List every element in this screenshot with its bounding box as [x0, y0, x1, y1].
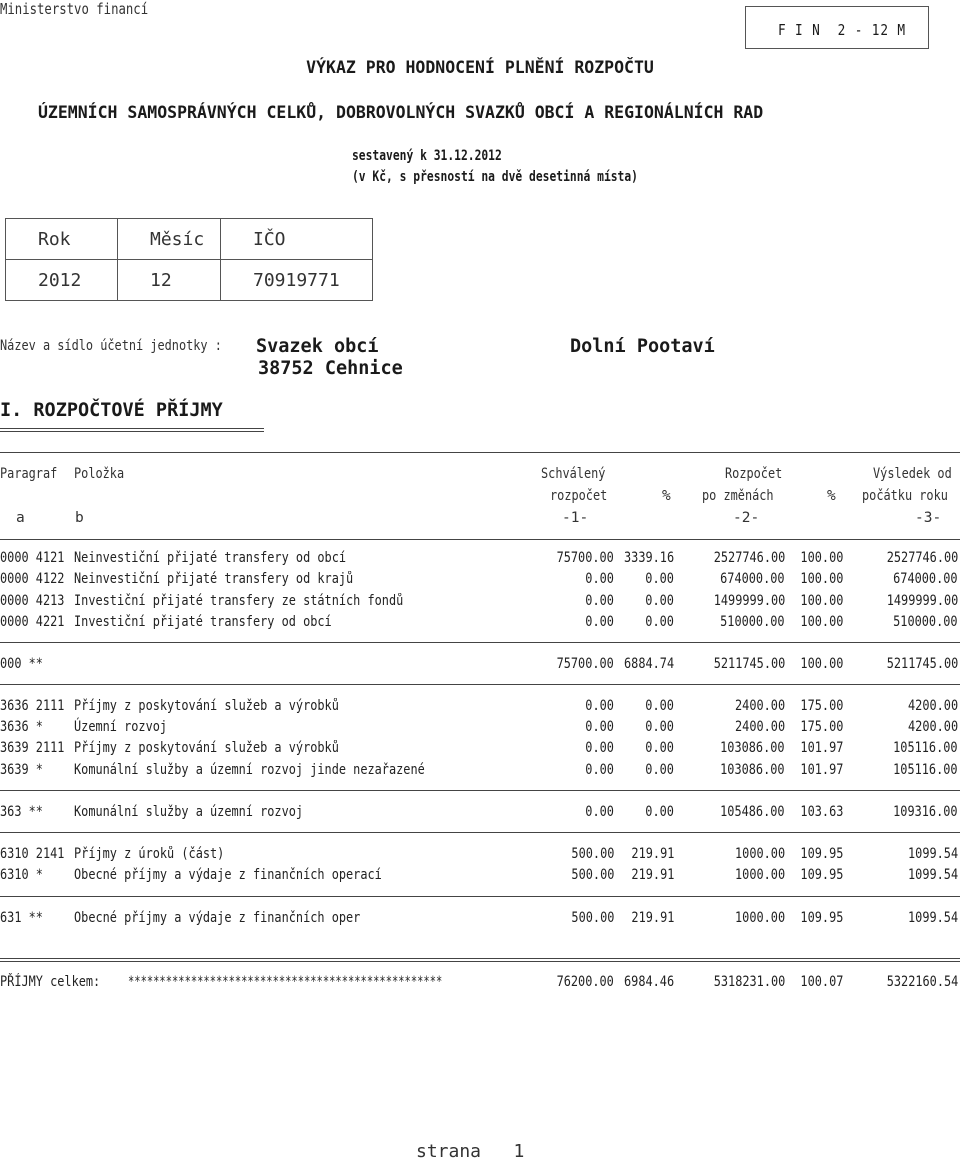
- total-rule-2: [0, 961, 960, 962]
- row-approved-budget: 0.00: [585, 698, 614, 714]
- row-description: Obecné příjmy a výdaje z finančních oper: [74, 910, 361, 926]
- group-rule: [0, 642, 960, 643]
- id-header-month: Měsíc: [118, 219, 221, 260]
- col-n1: -1-: [562, 510, 589, 526]
- row-code: 000 **: [0, 656, 43, 672]
- table-row: [0, 804, 960, 824]
- row-code: 3636 2111: [0, 698, 65, 714]
- row-adjusted-pct: 101.97: [800, 740, 843, 756]
- row-approved-pct: 0.00: [645, 593, 674, 609]
- row-approved-pct: 219.91: [631, 867, 674, 883]
- col-paragraf: Paragraf: [0, 466, 58, 482]
- row-approved-pct: 0.00: [645, 719, 674, 735]
- unit-label: Název a sídlo účetní jednotky :: [0, 338, 222, 354]
- row-adjusted-pct: 100.00: [800, 571, 843, 587]
- row-description: Komunální služby a územní rozvoj jinde nezařazené: [74, 762, 425, 778]
- row-result: 674000.00: [893, 571, 958, 587]
- table-row: [0, 614, 960, 634]
- col-pct-1: %: [662, 488, 671, 504]
- row-description: Územní rozvoj: [74, 719, 168, 735]
- group-rule: [0, 684, 960, 685]
- unit-name-1: Svazek obcí: [256, 336, 379, 357]
- id-value-year: 2012: [6, 260, 118, 301]
- row-approved-pct: 0.00: [645, 762, 674, 778]
- row-adjusted-budget: 2400.00: [734, 698, 785, 714]
- row-description: Investiční přijaté transfery od obcí: [74, 614, 332, 630]
- row-adjusted-budget: 105486.00: [720, 804, 785, 820]
- row-adjusted-pct: 175.00: [800, 698, 843, 714]
- table-row: [0, 719, 960, 739]
- row-adjusted-budget: 1000.00: [734, 910, 785, 926]
- row-adjusted-budget: 1000.00: [734, 846, 785, 862]
- row-result: 109316.00: [893, 804, 958, 820]
- total-v2: 5318231.00: [713, 974, 785, 990]
- form-code: F I N 2 - 12 M: [778, 21, 906, 39]
- row-result: 1099.54: [907, 910, 958, 926]
- col-b: b: [75, 510, 84, 526]
- total-v3: 5322160.54: [886, 974, 958, 990]
- row-result: 105116.00: [893, 740, 958, 756]
- row-description: Komunální služby a územní rozvoj: [74, 804, 304, 820]
- row-approved-budget: 500.00: [571, 910, 614, 926]
- col-polozka: Položka: [74, 466, 125, 482]
- row-code: 6310 *: [0, 867, 43, 883]
- total-label: PŘÍJMY celkem:: [0, 974, 101, 990]
- units-note: (v Kč, s přesností na dvě desetinná místa): [352, 169, 638, 185]
- row-approved-pct: 0.00: [645, 571, 674, 587]
- row-adjusted-budget: 674000.00: [720, 571, 785, 587]
- row-approved-budget: 0.00: [585, 740, 614, 756]
- row-code: 3639 2111: [0, 740, 65, 756]
- row-adjusted-budget: 510000.00: [720, 614, 785, 630]
- id-value-ico: 70919771: [221, 260, 373, 301]
- id-table: [5, 218, 373, 301]
- row-approved-budget: 0.00: [585, 762, 614, 778]
- row-adjusted-pct: 100.00: [800, 656, 843, 672]
- table-row: [0, 910, 960, 930]
- table-row: [0, 593, 960, 613]
- compiled-date: sestavený k 31.12.2012: [352, 148, 502, 164]
- row-code: 3636 *: [0, 719, 43, 735]
- row-result: 1499999.00: [886, 593, 958, 609]
- col-rozpocet-2: po změnách: [702, 488, 774, 504]
- row-approved-budget: 0.00: [585, 719, 614, 735]
- row-result: 105116.00: [893, 762, 958, 778]
- row-approved-pct: 0.00: [645, 698, 674, 714]
- row-code: 0000 4213: [0, 593, 65, 609]
- row-approved-budget: 500.00: [571, 867, 614, 883]
- col-pct-2: %: [827, 488, 836, 504]
- header-bottom-rule: [0, 539, 960, 540]
- row-code: 0000 4122: [0, 571, 65, 587]
- row-adjusted-pct: 100.00: [800, 614, 843, 630]
- row-description: Obecné příjmy a výdaje z finančních operací: [74, 867, 382, 883]
- row-result: 2527746.00: [886, 550, 958, 566]
- unit-name-2: Dolní Pootaví: [570, 336, 715, 357]
- row-adjusted-budget: 2400.00: [734, 719, 785, 735]
- header-top-rule: [0, 452, 960, 453]
- total-stars: **************************************************: [128, 974, 443, 990]
- id-header-ico: IČO: [221, 219, 373, 260]
- row-approved-budget: 500.00: [571, 846, 614, 862]
- row-adjusted-pct: 100.00: [800, 550, 843, 566]
- col-schvaleny: Schválený: [541, 466, 606, 482]
- row-description: Neinvestiční přijaté transfery od obcí: [74, 550, 347, 566]
- row-adjusted-pct: 109.95: [800, 910, 843, 926]
- total-row: [0, 974, 960, 994]
- col-vysledek: Výsledek od: [873, 466, 952, 482]
- section-underline-2: [0, 431, 264, 432]
- row-code: 0000 4121: [0, 550, 65, 566]
- row-code: 0000 4221: [0, 614, 65, 630]
- section-title: I. ROZPOČTOVÉ PŘÍJMY: [0, 400, 223, 421]
- section-underline: [0, 428, 264, 429]
- col-a: a: [16, 510, 25, 526]
- row-adjusted-budget: 1000.00: [734, 867, 785, 883]
- table-row: [0, 762, 960, 782]
- row-approved-budget: 75700.00: [556, 656, 614, 672]
- row-adjusted-budget: 2527746.00: [713, 550, 785, 566]
- row-result: 1099.54: [907, 867, 958, 883]
- row-adjusted-pct: 109.95: [800, 867, 843, 883]
- row-approved-budget: 0.00: [585, 593, 614, 609]
- row-approved-budget: 0.00: [585, 571, 614, 587]
- row-adjusted-pct: 100.00: [800, 593, 843, 609]
- row-result: 5211745.00: [886, 656, 958, 672]
- col-n3: -3-: [915, 510, 942, 526]
- row-adjusted-pct: 103.63: [800, 804, 843, 820]
- row-approved-pct: 3339.16: [623, 550, 674, 566]
- row-adjusted-pct: 109.95: [800, 846, 843, 862]
- row-adjusted-pct: 175.00: [800, 719, 843, 735]
- row-code: 3639 *: [0, 762, 43, 778]
- row-approved-pct: 0.00: [645, 740, 674, 756]
- unit-address: 38752 Cehnice: [258, 358, 403, 379]
- row-approved-budget: 75700.00: [556, 550, 614, 566]
- total-p2: 100.07: [800, 974, 843, 990]
- row-description: Příjmy z poskytování služeb a výrobků: [74, 740, 339, 756]
- report-title-line2: ÚZEMNÍCH SAMOSPRÁVNÝCH CELKŮ, DOBROVOLNÝCH SVAZKŮ OBCÍ A REGIONÁLNÍCH RAD: [38, 103, 764, 122]
- row-result: 510000.00: [893, 614, 958, 630]
- id-value-month: 12: [118, 260, 221, 301]
- row-code: 6310 2141: [0, 846, 65, 862]
- table-row: [0, 571, 960, 591]
- page-number: strana 1: [416, 1141, 525, 1162]
- group-rule: [0, 790, 960, 791]
- total-rule: [0, 958, 960, 959]
- row-approved-pct: 219.91: [631, 910, 674, 926]
- table-row: [0, 656, 960, 676]
- col-n2: -2-: [733, 510, 760, 526]
- row-adjusted-budget: 1499999.00: [713, 593, 785, 609]
- row-adjusted-budget: 103086.00: [720, 762, 785, 778]
- row-approved-pct: 0.00: [645, 614, 674, 630]
- row-approved-pct: 219.91: [631, 846, 674, 862]
- row-adjusted-budget: 103086.00: [720, 740, 785, 756]
- row-description: Investiční přijaté transfery ze státních fondů: [74, 593, 404, 609]
- row-result: 1099.54: [907, 846, 958, 862]
- row-description: Příjmy z poskytování služeb a výrobků: [74, 698, 339, 714]
- total-v1: 76200.00: [556, 974, 614, 990]
- row-adjusted-pct: 101.97: [800, 762, 843, 778]
- group-rule: [0, 896, 960, 897]
- col-vysledek-2: počátku roku: [862, 488, 948, 504]
- row-approved-pct: 0.00: [645, 804, 674, 820]
- table-row: [0, 867, 960, 887]
- row-approved-budget: 0.00: [585, 804, 614, 820]
- id-header-year: Rok: [6, 219, 118, 260]
- row-description: Příjmy z úroků (část): [74, 846, 225, 862]
- table-row: [0, 550, 960, 570]
- col-schvaleny-2: rozpočet: [550, 488, 608, 504]
- report-title-line1: VÝKAZ PRO HODNOCENÍ PLNĚNÍ ROZPOČTU: [306, 58, 654, 77]
- row-code: 363 **: [0, 804, 43, 820]
- row-result: 4200.00: [907, 698, 958, 714]
- table-row: [0, 846, 960, 866]
- col-rozpocet: Rozpočet: [725, 466, 783, 482]
- row-code: 631 **: [0, 910, 43, 926]
- row-description: Neinvestiční přijaté transfery od krajů: [74, 571, 354, 587]
- group-rule: [0, 832, 960, 833]
- total-p1: 6984.46: [623, 974, 674, 990]
- row-approved-budget: 0.00: [585, 614, 614, 630]
- table-row: [0, 740, 960, 760]
- table-row: [0, 698, 960, 718]
- row-approved-pct: 6884.74: [623, 656, 674, 672]
- row-adjusted-budget: 5211745.00: [713, 656, 785, 672]
- row-result: 4200.00: [907, 719, 958, 735]
- ministry-name: Ministerstvo financí: [0, 0, 149, 18]
